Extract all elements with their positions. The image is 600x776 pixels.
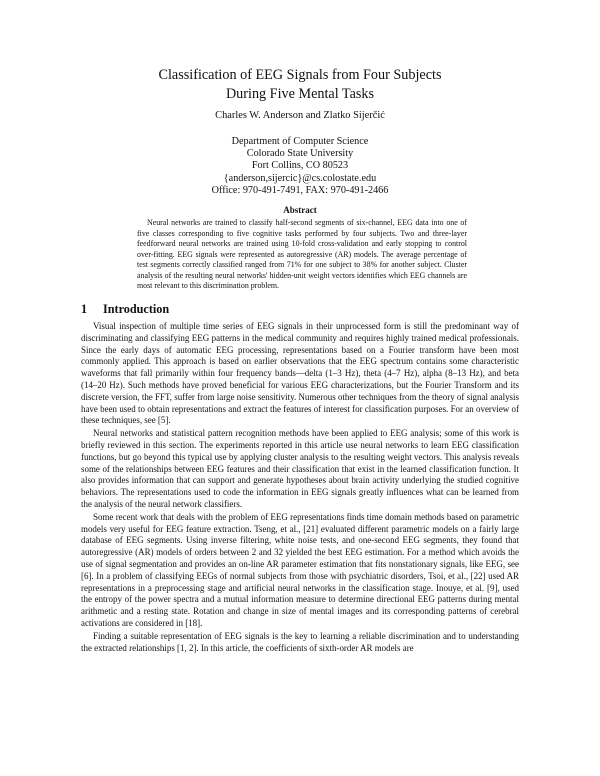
affiliation-phone: Office: 970-491-7491, FAX: 970-491-2466 [211, 184, 389, 196]
body-text [81, 321, 519, 655]
affiliation-university: Colorado State University [246, 148, 354, 160]
paragraph: Visual inspection of multiple time series of EEG signals in their unprocessed form is still the predominant way of discriminating and classifying EEG patterns in the medical community and requires highly trained medical professionals. Since the early days of automatic EEG processing, representations based on a Fourier transform have been most commonly applied. This approach is based on earlier observations that the EEG spectrum contains some characteristic waveforms that fall primarily within four frequency bands—delta (1–3 Hz), theta (4–7 Hz), alpha (8–13 Hz), and beta (14–20 Hz). Such methods have proved beneficial for various EEG characterizations, but the Fourier Transform and its discrete version, the FFT, suffer from large noise sensitivity. Numerous other techniques from the theory of signal analysis have been used to obtain representations and extract the features of interest for classification purposes. For an overview of these techniques, see [5]. [81, 321, 519, 426]
affiliation-block [0, 136, 600, 197]
paper-title-line-1: Classification of EEG Signals from Four Subjects [158, 67, 442, 83]
paragraph: Some recent work that deals with the problem of EEG representations finds time domain methods based on parametric models very useful for EEG feature extraction. Tseng, et al., [21] evaluated different parametric models on a fairly large database of EEG segments. Using inverse filtering, white noise tests, and one-second EEG segments, they found that autoregressive (AR) models of orders between 2 and 32 yielded the best EEG estimation. For a method which avoids the use of signal segmentation and provides an on-line AR parameter estimation that fits nonstationary signals, like EEG, see [6]. In a problem of classifying EEGs of normal subjects from those with psychiatric disorders, Tsoi, et al., [22] used AR representations in a preprocessing stage and artificial neural networks in the classification stage. Inouye, et al. [9], used the entropy of the power spectra and a mutual information measure to determine directional EEG patterns during mental arithmetic and a resting state. Rotation and change in size of mental images and its corresponding patterns of cerebral activations are considered in [18]. [81, 511, 519, 628]
section-heading [81, 302, 169, 317]
author-list: Charles W. Anderson and Zlatko Sijerčić [215, 110, 385, 121]
section-number: 1 [81, 302, 88, 316]
abstract-heading: Abstract [283, 205, 317, 215]
affiliation-city: Fort Collins, CO 80523 [251, 160, 349, 172]
paragraph: Finding a suitable representation of EEG signals is the key to learning a reliable discrimination and to understanding the extracted relationships [1, 2]. In this article, the coefficients of sixth-order AR models are [81, 630, 519, 653]
affiliation-email: {anderson,sijercic}@cs.colostate.edu [223, 172, 377, 184]
section-title: Introduction [103, 302, 170, 316]
abstract-text: Neural networks are trained to classify half-second segments of six-channel, EEG data into one of five classes corresponding to five cognitive tasks performed by four subjects. Two and three-layer feedforward neural networks are trained using 10-fold cross-validation and early stopping to control over-fitting. EEG signals were represented as autoregressive (AR) models. The average percentage of test segments correctly classified ranged from 71% for one subject to 38% for another subject. Cluster analysis of the resulting neural networks' hidden-unit weight vectors identifies which EEG channels are most relevant to this discrimination problem. [137, 218, 467, 290]
affiliation-department: Department of Computer Science [231, 136, 369, 147]
paragraph: Neural networks and statistical pattern recognition methods have been applied to EEG analysis; some of this work is briefly reviewed in this section. The experiments reported in this article use neural networks to learn EEG classification functions, but go beyond this typical use by applying cluster analysis to the resulting weight vectors. This analysis reveals some of the relationships between EEG features and their classification that exist in the learned classification function. It also provides information that can support and generate hypotheses about brain activity underlying the studied cognitive behaviors. The representations used to code the information in EEG signals greatly influences what can be learned from the analysis of the neural network classifiers. [81, 428, 519, 509]
paper-title-line-2: During Five Mental Tasks [225, 86, 375, 102]
